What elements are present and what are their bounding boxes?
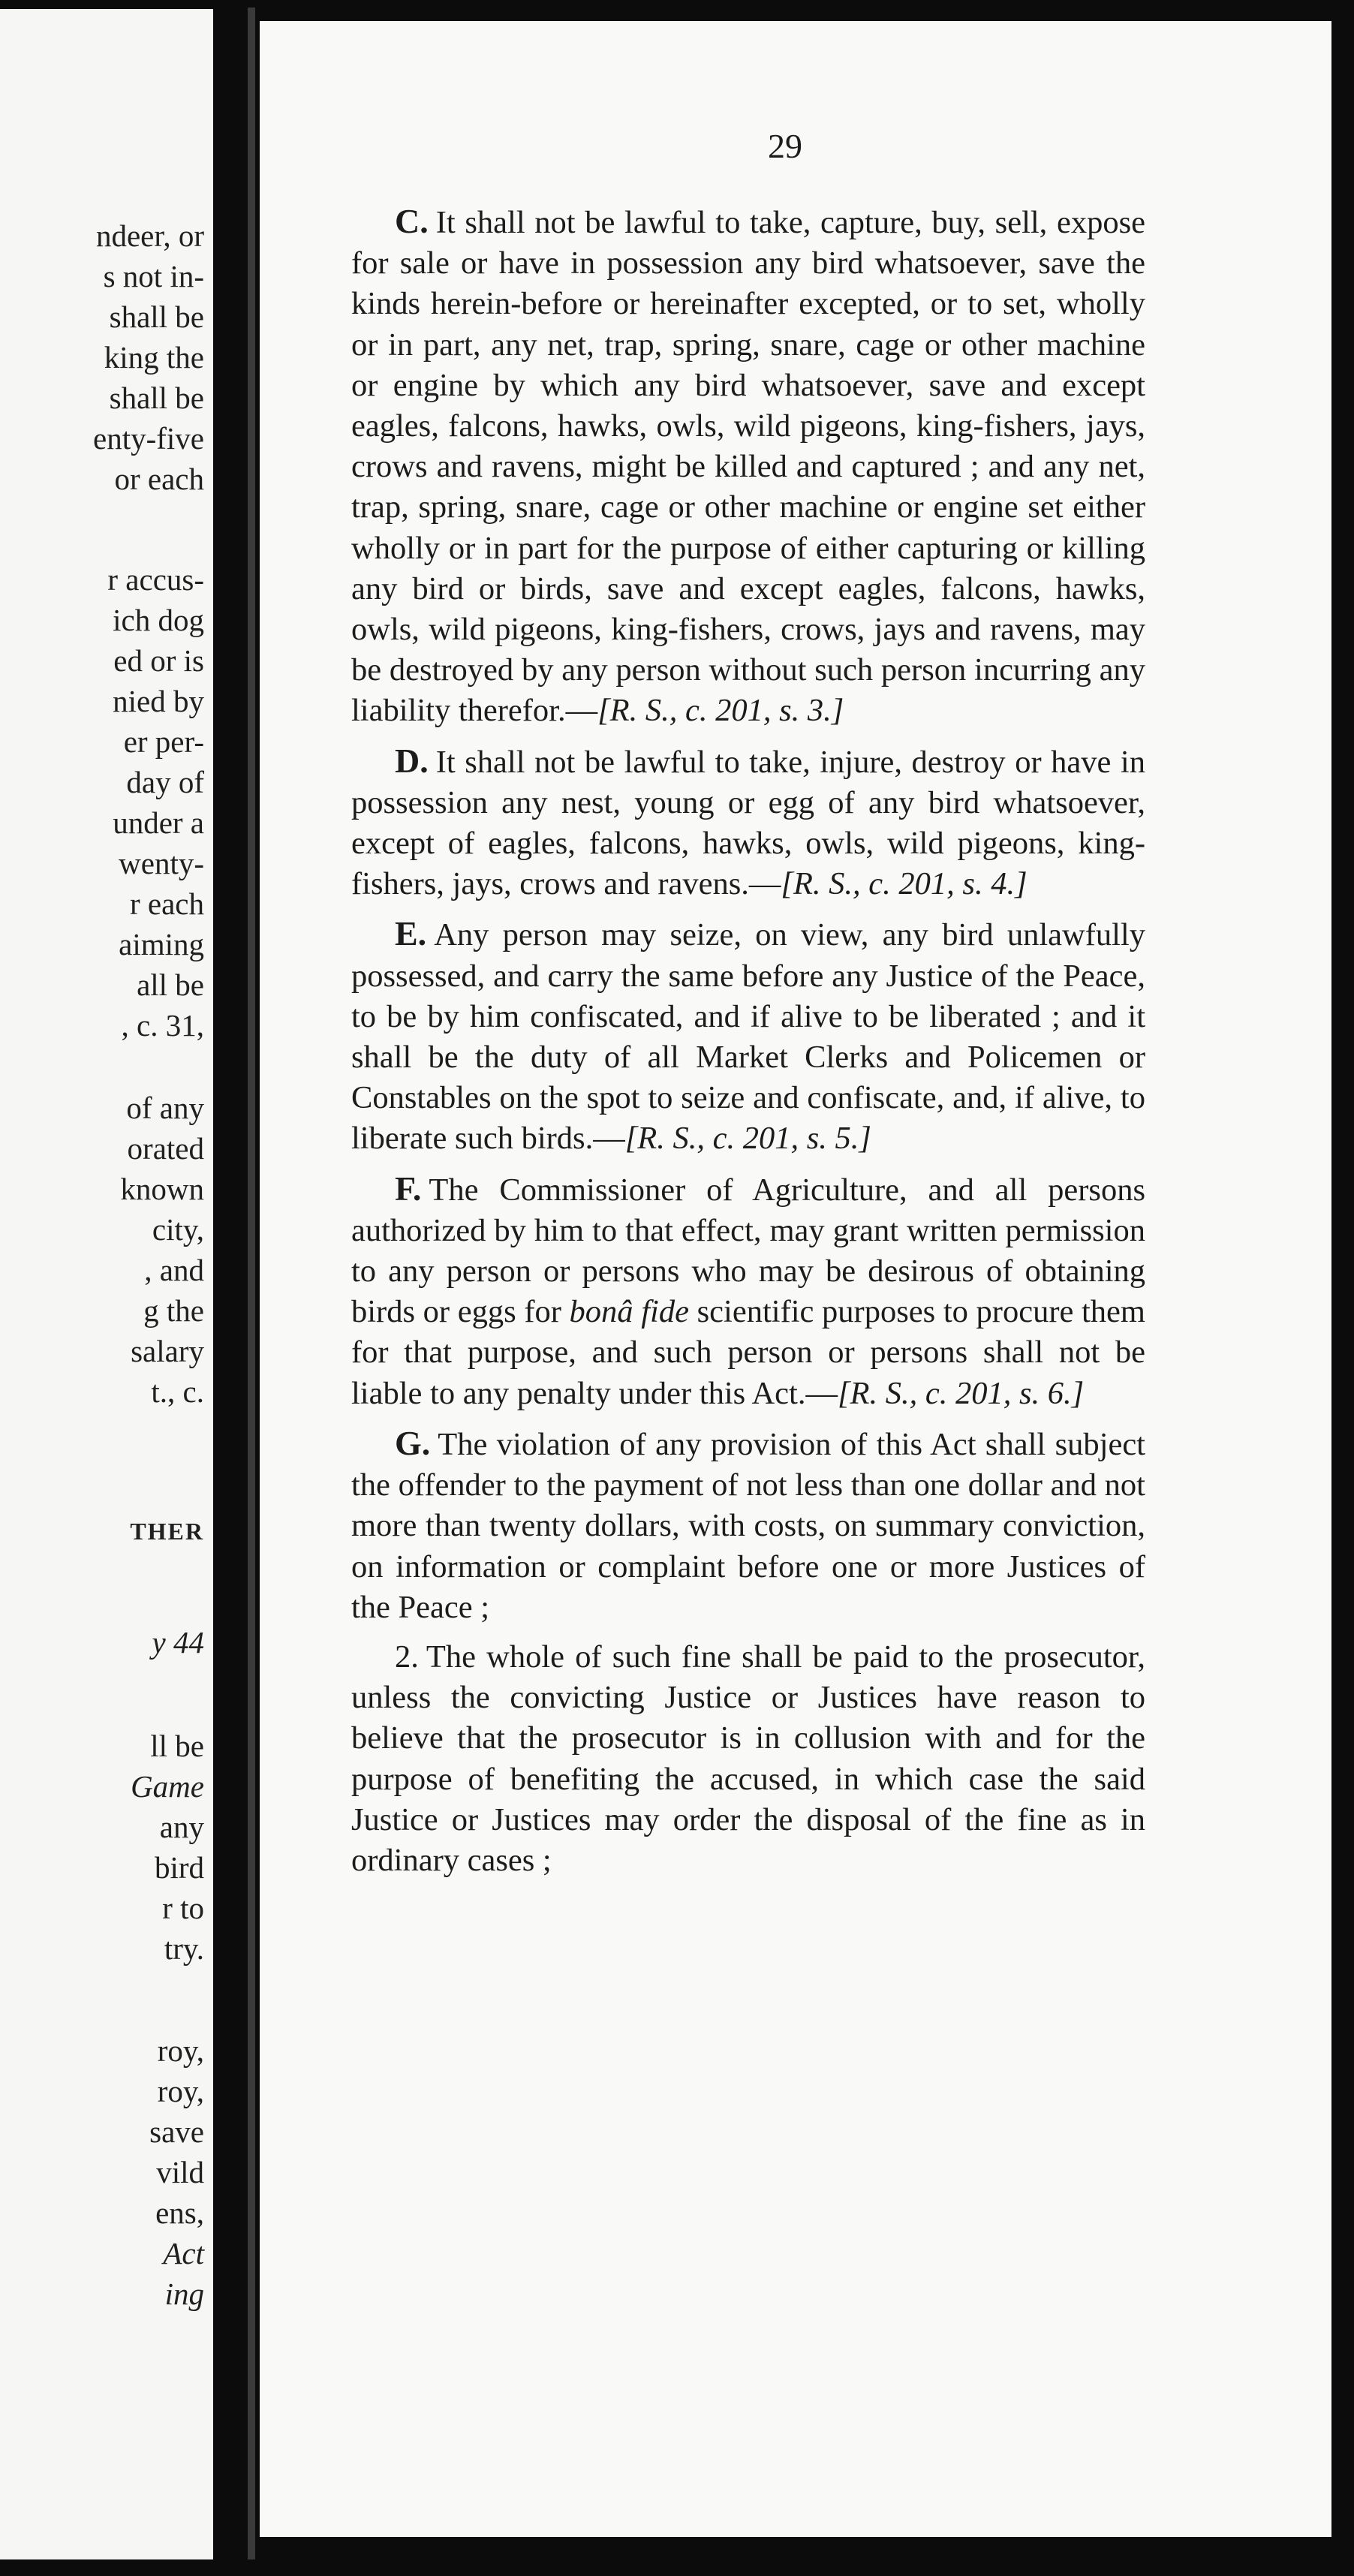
left-page-line: ens, [155,2195,204,2230]
left-page-line: , and [144,1253,204,1287]
left-page-line: orated [127,1131,204,1166]
section-text: The violation of any provision of this Act shall subject the offender to the payment of not less than one dollar and not more than twenty dollars, with costs, on summary conviction, on information or complaint before one or more Justices of the Peace ; [351,1426,1145,1625]
left-page-line: of any [126,1091,204,1125]
section-text: It shall not be lawful to take, injure, destroy or have in possession any nest, young or egg of any bird whatsoever, except of eagles, falcons, hawks, owls, wild pigeons, king-fishers, jays, crows and ravens.— [351,744,1145,902]
section-letter: F. [395,1169,422,1208]
left-page-line: or each [114,462,204,496]
left-page-line: roy, [157,2033,204,2068]
left-page-line: all be [137,968,204,1002]
section-c [351,201,1145,732]
section-text: The whole of such fine shall be paid to the prosecutor, unless the convicting Justice or Justices have reason to believe that the prosecutor is in collusion with and for the purpose of benefiting the accused, in which case the said Justice or Justices may order the disposal of the fine as in ordinary cases ; [351,1639,1145,1878]
left-page-line: wenty- [119,846,204,880]
left-page-line: ndeer, or [95,218,204,253]
left-page-line: day of [126,765,204,799]
left-page-line: any [159,1810,204,1844]
statute-text [351,201,1145,1890]
section-citation: [R. S., c. 201, s. 4.] [781,866,1028,902]
book-spine-shadow [248,8,255,2559]
left-page-line: Act [163,2236,204,2271]
left-page-heading-fragment: THER [130,1518,204,1545]
left-page-line: shall be [109,299,204,334]
left-page-line: bird [154,1850,204,1885]
previous-page-fragment [0,9,213,2559]
left-page-line: r each [130,886,204,921]
section-letter: C. [395,202,429,240]
left-page-line: s not in- [103,259,204,293]
left-page-line: er per- [123,724,204,759]
section-letter: G. [395,1423,431,1462]
page-number: 29 [768,127,802,165]
subsection-number: 2. [395,1639,419,1675]
section-text: It shall not be lawful to take, capture, buy, sell, expose for sale or have in possession any bird whatsoever, save the kinds herein-before or hereinafter excepted, or to set, wholly or in part, any net, trap, spring, snare, cage or other machine or engine by which any bird whatsoever, save and except eagles, falcons, hawks, owls, wild pigeons, king-fishers, jays, crows and ravens, might be killed and captured ; and any net, trap, spring, snare, cage or other machine or engine set either wholly or in part for the purpose of either capturing or killing any bird or birds, save and except eagles, falcons, hawks, owls, wild pigeons, king-fishers, crows, jays and ravens, may be destroyed by any person without such person incurring any liability therefor.— [351,205,1145,729]
left-page-line: g the [143,1293,204,1328]
left-page-line: r to [162,1891,204,1925]
section-citation: [R. S., c. 201, s. 3.] [597,693,844,729]
left-page-line: Game [131,1769,204,1804]
section-text: The Commissioner of Agriculture, and all persons authorized by him to that effect, may grant written permission to any person or persons who may be desirous of obtaining birds or eggs for [351,1172,1145,1330]
left-page-line: save [149,2114,204,2149]
left-page-line: ll be [150,1729,204,1763]
left-page-line: vild [156,2155,204,2189]
left-page-line: t., c. [151,1374,204,1409]
left-page-line: , c. 31, [121,1008,204,1043]
left-page-line: roy, [157,2074,204,2108]
left-page-line: city, [152,1212,204,1247]
section-e [351,913,1145,1159]
emphasis-text: bonâ fide [569,1294,689,1330]
section-d [351,741,1145,905]
left-page-line: ing [164,2277,204,2311]
left-page-line: known [120,1172,204,1206]
left-page-line: try. [164,1931,204,1966]
section-text: Any person may seize, on view, any bird unlawfully possessed, and carry the same before any Justice of the Peace, to be by him confiscated, and if alive to be liberated ; and it shall be the duty of all Market Clerks and Policemen or Constables on the spot to seize and confiscate, and, if alive, to liberate such birds.— [351,917,1145,1157]
left-page-line: king the [104,340,204,375]
left-page-line: aiming [119,927,204,961]
section-g [351,1423,1145,1628]
section-f [351,1169,1145,1414]
left-page-line: ich dog [113,603,204,637]
section-citation: [R. S., c. 201, s. 6.] [837,1375,1085,1411]
left-page-line: shall be [109,381,204,415]
left-page-line: salary [131,1334,204,1368]
left-page-line: nied by [113,684,204,718]
left-page-line: enty-five [93,421,204,456]
left-page-line: y 44 [152,1625,204,1660]
section-letter: E. [395,914,427,953]
section-text-continued: scientific purposes to procure them for that purpose, and such person or persons shall not be liable to any penalty under this Act.— [351,1294,1145,1411]
subsection-2 [351,1637,1145,1881]
section-citation: [R. S., c. 201, s. 5.] [624,1121,871,1157]
left-page-line: ed or is [113,643,204,678]
page-29 [260,21,1331,2537]
left-page-line: r accus- [107,562,204,597]
section-letter: D. [395,741,429,780]
left-page-line: under a [113,805,204,840]
